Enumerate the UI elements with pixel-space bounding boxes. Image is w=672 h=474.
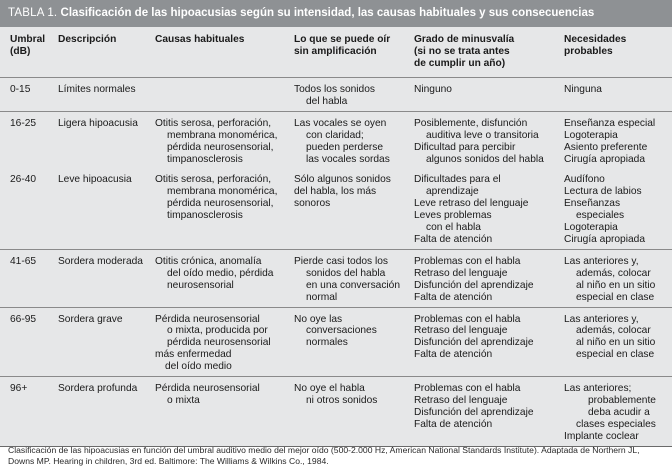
cell-line: Leve retraso del lenguaje xyxy=(414,198,529,210)
cell-line: especiales xyxy=(576,210,625,222)
cell-line: Lectura de labios xyxy=(564,186,642,198)
cell-descripcion: Sordera moderada xyxy=(48,249,145,307)
table-body-area xyxy=(0,27,672,447)
cell-line: Falta de atención xyxy=(414,233,493,245)
cell-line: Cirugía apropiada xyxy=(564,233,645,245)
cell-line: Implante coclear xyxy=(564,430,639,442)
col-header-descripcion xyxy=(48,27,145,78)
cell-grado xyxy=(404,307,554,377)
cell-line: al niño en un sitio xyxy=(576,337,656,349)
cell-line: Pérdida neurosensorial xyxy=(155,383,260,395)
cell-line: No oye el habla xyxy=(294,383,365,395)
cell-line: del oído medio, pérdida xyxy=(167,267,274,279)
cell-line: timpanosclerosis xyxy=(167,210,243,222)
cell-umbral: 66-95 xyxy=(0,307,48,377)
cell-line: sonidos del habla xyxy=(306,267,386,279)
cell-line: Todos los sonidos xyxy=(294,84,375,95)
col-header-umbral xyxy=(0,27,48,78)
cell-line: ni otros sonidos xyxy=(306,394,378,406)
cell-line: al niño en un sitio xyxy=(576,279,656,291)
cell-oir xyxy=(284,377,404,447)
header-line: Grado de minusvalía xyxy=(414,34,515,45)
cell-line: Disfunción del aprendizaje xyxy=(414,337,534,349)
cell-descripcion: Sordera grave xyxy=(48,307,145,377)
col-header-causas xyxy=(145,27,284,78)
cell-necesidades xyxy=(554,307,672,377)
cell-line: o mixta, producida por xyxy=(167,325,268,337)
cell-oir xyxy=(284,168,404,249)
cell-causas xyxy=(145,377,284,447)
table-row xyxy=(0,168,672,249)
cell-line: además, colocar xyxy=(576,325,651,337)
header-line: de cumplir un año) xyxy=(414,57,506,69)
cell-line: conversaciones xyxy=(306,325,377,337)
cell-grado xyxy=(404,78,554,112)
cell-line: Otitis crónica, anomalía xyxy=(155,255,262,267)
cell-line: timpanosclerosis xyxy=(167,153,243,165)
cell-necesidades xyxy=(554,168,672,249)
cell-line: Ninguna xyxy=(564,84,602,95)
cell-line: Disfunción del aprendizaje xyxy=(414,279,534,291)
cell-line: del habla xyxy=(306,95,348,107)
cell-line: con el habla xyxy=(426,222,481,234)
cell-causas xyxy=(145,249,284,307)
table-row xyxy=(0,249,672,307)
cell-line: Sólo algunos sonidos xyxy=(294,174,391,186)
footnote-line-2: Downs MP. Hearing in children, 3rd ed. Baltimore: The Williams & Wilkins Co., 1984. xyxy=(8,456,329,466)
footnote-line-1: Clasificación de las hipoacusias en función del umbral auditivo medio del mejor oído (500-2.000 Hz, American National Standards Institute). Adaptada de Northern JL, xyxy=(8,445,640,455)
cell-umbral: 0-15 xyxy=(0,78,48,112)
cell-line: algunos sonidos del habla xyxy=(426,153,544,165)
cell-line: Problemas con el habla xyxy=(414,313,521,325)
cell-line: Logoterapia xyxy=(564,129,618,141)
cell-line: Logoterapia xyxy=(564,222,618,234)
cell-line: con claridad; xyxy=(306,129,364,141)
header-line: Necesidades xyxy=(564,34,627,45)
header-line: Descripción xyxy=(58,34,117,45)
col-header-grado xyxy=(404,27,554,78)
cell-grado xyxy=(404,168,554,249)
cell-line: además, colocar xyxy=(576,267,651,279)
cell-necesidades xyxy=(554,78,672,112)
cell-line: Las anteriores y, xyxy=(564,313,639,325)
cell-descripcion: Ligera hipoacusia xyxy=(58,117,138,129)
cell-oir xyxy=(284,111,404,168)
cell-line: deba acudir a xyxy=(588,406,650,418)
cell-line: pérdida neurosensorial xyxy=(167,337,271,349)
cell-causas xyxy=(145,78,284,112)
cell-causas xyxy=(145,307,284,377)
cell-line: Disfunción del aprendizaje xyxy=(414,406,534,418)
cell-grado xyxy=(404,377,554,447)
cell-necesidades xyxy=(554,249,672,307)
header-line: Causas habituales xyxy=(155,34,245,45)
cell-line: membrana monomérica, xyxy=(167,129,278,141)
cell-necesidades xyxy=(554,111,672,168)
cell-line: Retraso del lenguaje xyxy=(414,394,508,406)
cell-line: Otitis serosa, perforación, xyxy=(155,174,272,186)
cell-line: Pérdida neurosensorial xyxy=(155,313,260,325)
cell-line: sonoros xyxy=(294,198,331,210)
header-line: (dB) xyxy=(10,45,31,57)
cell-line: Retraso del lenguaje xyxy=(414,267,508,279)
cell-line: Dificultad para percibir xyxy=(414,141,516,153)
cell-line: especial en clase xyxy=(576,349,655,361)
cell-line: o mixta xyxy=(167,394,200,406)
cell-umbral: 26-40 xyxy=(0,168,48,249)
cell-line: las vocales sordas xyxy=(306,153,390,165)
cell-line: Posiblemente, disfunción xyxy=(414,117,528,129)
table-label: TABLA 1. xyxy=(8,7,58,19)
table-title-bar xyxy=(0,0,672,27)
cell-causas xyxy=(145,111,284,168)
cell-umbral: 16-25 xyxy=(10,117,37,129)
col-header-oir xyxy=(284,27,404,78)
cell-descripcion: Sordera profunda xyxy=(48,377,145,447)
cell-line: Cirugía apropiada xyxy=(564,153,645,165)
cell-line: Enseñanzas xyxy=(564,198,621,210)
cell-grado xyxy=(404,111,554,168)
cell-line: Problemas con el habla xyxy=(414,255,521,267)
cell-line: Las vocales se oyen xyxy=(294,117,387,129)
cell-line: auditiva leve o transitoria xyxy=(426,129,539,141)
cell-line: en una conversación xyxy=(306,279,401,291)
hearing-loss-table xyxy=(0,27,672,447)
cell-line: neurosensorial xyxy=(167,279,234,291)
col-header-necesidades xyxy=(554,27,672,78)
header-line: (si no se trata antes xyxy=(414,45,510,57)
cell-line: Enseñanza especial xyxy=(564,117,656,129)
cell-line: clases especiales xyxy=(576,418,656,430)
cell-umbral: 96+ xyxy=(0,377,48,447)
cell-line: Falta de atención xyxy=(414,349,493,361)
cell-line: pueden perderse xyxy=(306,141,384,153)
cell-line: Leves problemas xyxy=(414,210,492,222)
cell-line: normales xyxy=(306,337,348,349)
cell-line: Ninguno xyxy=(414,84,452,95)
table-row xyxy=(0,307,672,377)
cell-line: del habla, los más xyxy=(294,186,377,198)
cell-line: No oye las xyxy=(294,313,343,325)
cell-line: aprendizaje xyxy=(426,186,479,198)
header-line: probables xyxy=(564,45,613,57)
cell-line: membrana monomérica, xyxy=(167,186,278,198)
cell-causas xyxy=(145,168,284,249)
cell-line: Asiento preferente xyxy=(564,141,648,153)
header-row xyxy=(0,27,672,78)
cell-line: del oído medio xyxy=(165,361,232,373)
cell-descripcion: Leve hipoacusia xyxy=(48,168,145,249)
cell-grado xyxy=(404,249,554,307)
cell-line: más enfermedad xyxy=(155,349,232,361)
cell-oir xyxy=(284,78,404,112)
cell-line: pérdida neurosensorial, xyxy=(167,198,274,210)
table-footnote xyxy=(8,445,668,467)
cell-oir xyxy=(284,307,404,377)
cell-line: normal xyxy=(306,291,338,303)
cell-line: Falta de atención xyxy=(414,291,493,303)
cell-line: probablemente xyxy=(588,394,656,406)
table-row xyxy=(0,377,672,447)
header-line: Lo que se puede oír xyxy=(294,34,391,45)
cell-line: Las anteriores y, xyxy=(564,255,639,267)
cell-line: Retraso del lenguaje xyxy=(414,325,508,337)
cell-oir xyxy=(284,249,404,307)
cell-line: Problemas con el habla xyxy=(414,383,521,395)
table-title: Clasificación de las hipoacusias según su intensidad, las causas habituales y sus consecuencias xyxy=(60,7,595,19)
cell-descripcion: Límites normales xyxy=(48,78,145,112)
header-line: sin amplificación xyxy=(294,45,377,57)
cell-necesidades xyxy=(554,377,672,447)
cell-umbral: 41-65 xyxy=(0,249,48,307)
cell-line: Falta de atención xyxy=(414,418,493,430)
cell-line: especial en clase xyxy=(576,291,655,303)
cell-line: Otitis serosa, perforación, xyxy=(155,117,272,129)
header-line: Umbral xyxy=(10,34,46,45)
table-row xyxy=(0,111,672,168)
cell-line: pérdida neurosensorial, xyxy=(167,141,274,153)
cell-line: Audífono xyxy=(564,174,605,186)
cell-line: Dificultades para el xyxy=(414,174,501,186)
table-row xyxy=(0,78,672,112)
cell-line: Pierde casi todos los xyxy=(294,255,389,267)
cell-line: Las anteriores; xyxy=(564,383,632,395)
